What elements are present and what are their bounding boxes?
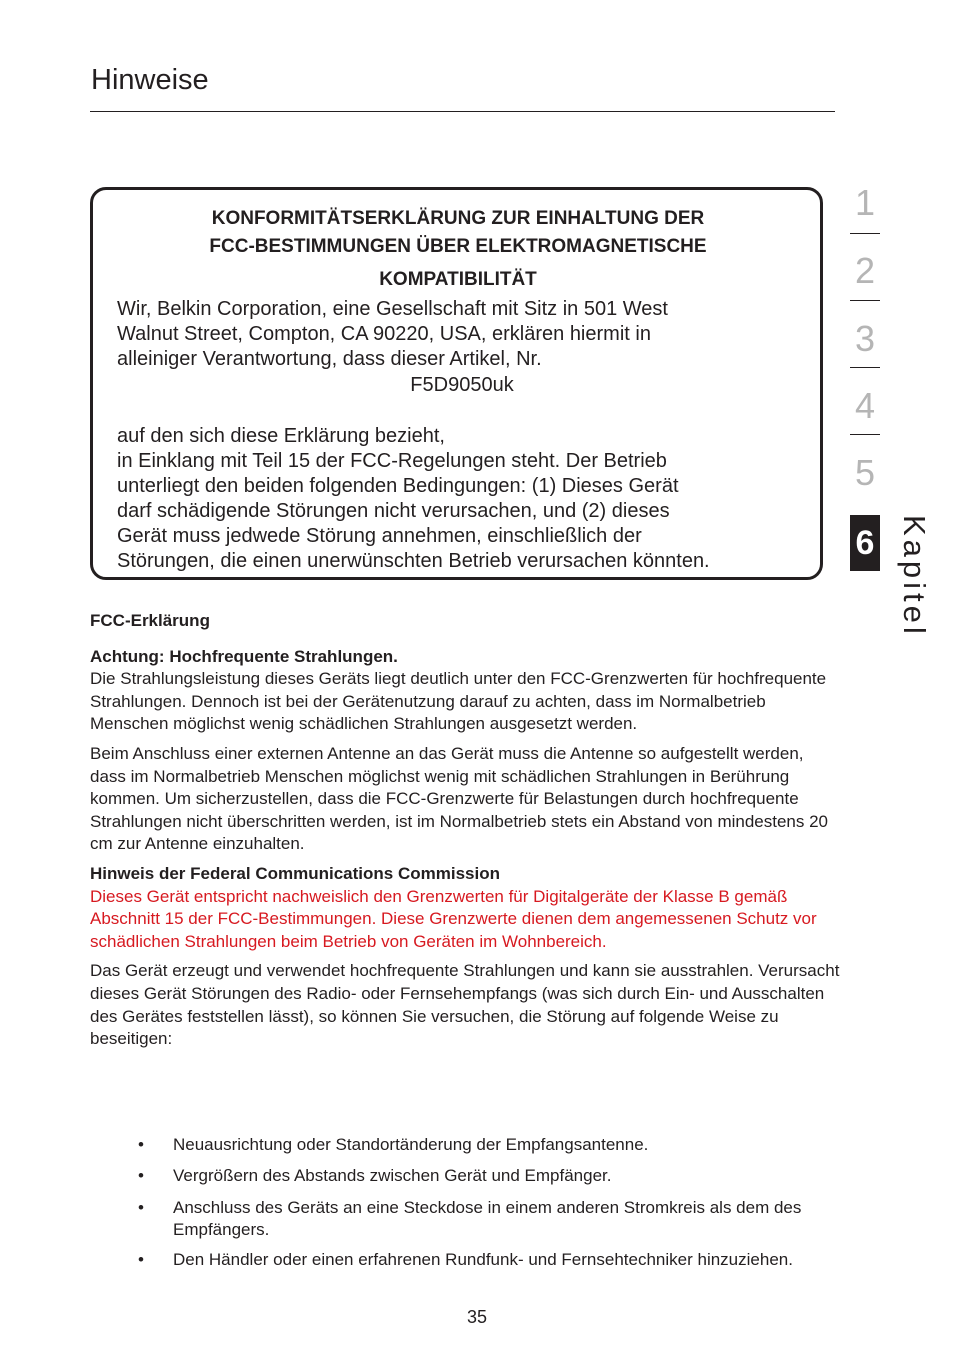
bullet-icon: • bbox=[138, 1166, 144, 1185]
interference-text: Das Gerät erzeugt und verwendet hochfrequente Strahlungen und kann sie ausstrahlen. Verursacht dieses Gerät Störungen des Radio- oder Fernsehempfangs (was sich durch Ein- und Ausschalten des Gerätes feststellen lässt), so können Sie versuchen, die Störung auf folgende Weise zu beseitigen: bbox=[90, 961, 840, 1049]
chapter-divider bbox=[850, 300, 880, 301]
chapter-5-link[interactable]: 5 bbox=[854, 452, 876, 493]
declaration-box bbox=[90, 187, 823, 580]
chapter-3-link[interactable]: 3 bbox=[854, 318, 876, 359]
chapter-label: Kapitel bbox=[897, 515, 932, 638]
declaration-title-line-3: KOMPATIBILITÄT bbox=[379, 269, 537, 290]
page-header-title: Hinweise bbox=[91, 64, 209, 96]
list-item-text: Neuausrichtung oder Standortänderung der Empfangsantenne. bbox=[173, 1135, 649, 1154]
declaration-title-line-2: FCC-BESTIMMUNGEN ÜBER ELEKTROMAGNETISCHE bbox=[209, 236, 707, 257]
chapter-divider bbox=[850, 367, 880, 368]
declaration-body: auf den sich diese Erklärung bezieht, in Einklang mit Teil 15 der FCC-Regelungen steht. Der Betrieb unterliegt den beiden folgenden Bedingungen: (1) Dieses Gerät darf schädigende Störungen nicht verursachen, und (2) dieses Gerät muss jedwede Störung annehmen, einschließlich der Störungen, die einen unerwünschten Betrieb verursachen könnten. bbox=[117, 425, 710, 572]
fcc-notice-heading: Hinweis der Federal Communications Commission bbox=[90, 863, 500, 883]
caution-text: Die Strahlungsleistung dieses Geräts liegt deutlich unter den FCC-Grenzwerten für hochfrequente Strahlungen. Dennoch ist bei der Gerätenutzung darauf zu achten, dass im Normalbetrieb Menschen möglichst wenig schädlichen Strahlungen ausgesetzt werden. bbox=[90, 669, 827, 734]
declaration-intro: Wir, Belkin Corporation, eine Gesellschaft mit Sitz in 501 West Walnut Street, Compton, CA 90220, USA, erklären hiermit in alleiniger Verantwortung, dass dieser Artikel, Nr. bbox=[117, 298, 668, 370]
chapter-2-link[interactable]: 2 bbox=[854, 250, 876, 291]
chapter-1-link[interactable]: 1 bbox=[854, 182, 876, 223]
bullet-icon: • bbox=[138, 1135, 144, 1154]
header-divider bbox=[90, 111, 835, 112]
bullet-icon: • bbox=[138, 1250, 144, 1269]
list-item-text: Anschluss des Geräts an eine Steckdose in einem anderen Stromkreis als dem des Empfängers. bbox=[173, 1198, 802, 1239]
chapter-divider bbox=[850, 233, 880, 234]
fcc-heading: FCC-Erklärung bbox=[90, 611, 210, 630]
list-item-text: Den Händler oder einen erfahrenen Rundfunk- und Fernsehtechniker hinzuziehen. bbox=[173, 1250, 793, 1269]
chapter-6-active[interactable]: 6 bbox=[850, 515, 880, 571]
page-number: 35 bbox=[466, 1307, 488, 1327]
chapter-divider bbox=[850, 434, 880, 435]
fcc-notice-red-text: Dieses Gerät entspricht nachweislich den Grenzwerten für Digitalgeräte der Klasse B gemäß Abschnitt 15 der FCC-Bestimmungen. Diese Grenzwerte dienen dem angemessenen Schutz vor schädlichen Strahlungen beim Betrieb von Geräten im Wohnbereich. bbox=[90, 886, 817, 951]
main-content bbox=[90, 610, 840, 1051]
caution-heading: Achtung: Hochfrequente Strahlungen. bbox=[90, 646, 398, 666]
chapter-4-link[interactable]: 4 bbox=[854, 385, 876, 426]
list-item-text: Vergrößern des Abstands zwischen Gerät und Empfänger. bbox=[173, 1166, 612, 1185]
bullet-icon: • bbox=[138, 1198, 144, 1217]
antenna-text: Beim Anschluss einer externen Antenne an das Gerät muss die Antenne so aufgestellt werden, dass im Normalbetrieb Menschen möglichst wenig mit schädlichen Strahlungen in Berührung kommen. Um sicherzustellen, dass die FCC-Grenzwerte für Belastungen durch hochfrequente Strahlungen nicht überschritten werden, ist im Normalbetrieb stets ein Abstand von mindestens 20 cm zur Antenne einzuhalten. bbox=[90, 743, 829, 854]
declaration-model-number: F5D9050uk bbox=[410, 374, 514, 396]
declaration-title-line-1: KONFORMITÄTSERKLÄRUNG ZUR EINHALTUNG DER bbox=[211, 208, 705, 229]
